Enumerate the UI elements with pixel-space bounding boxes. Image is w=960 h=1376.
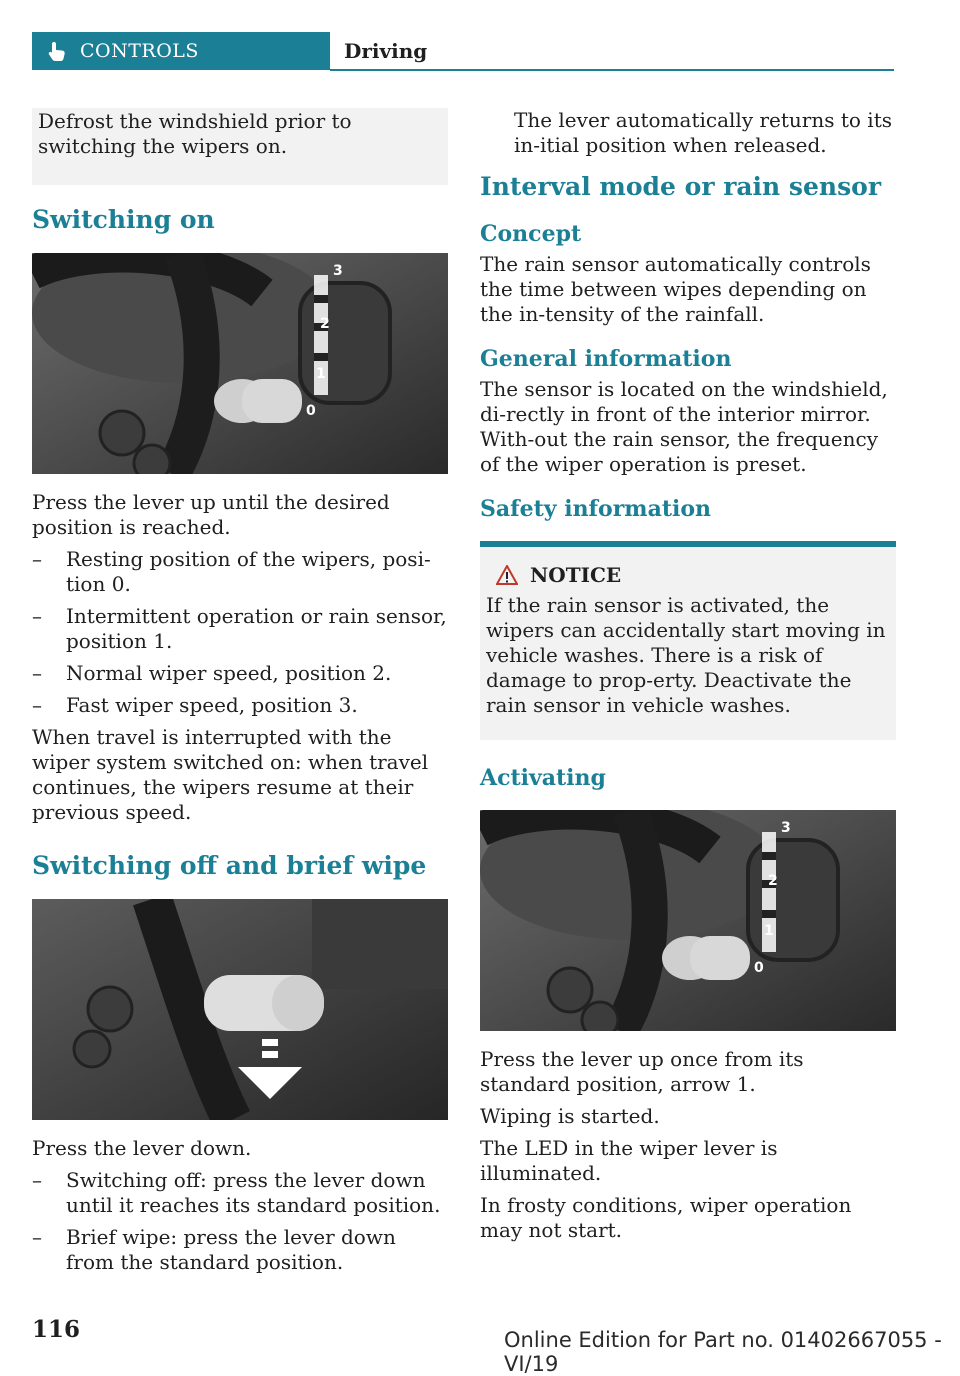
page-number: 116 xyxy=(32,1316,81,1343)
header-rule xyxy=(330,69,894,71)
position-2-label: 2 xyxy=(320,316,330,332)
position-3-label: 3 xyxy=(333,263,343,279)
heading-general-information: General information xyxy=(480,346,732,372)
list-item: – Fast wiper speed, position 3. xyxy=(32,693,358,717)
heading-interval-mode: Interval mode or rain sensor xyxy=(480,172,882,201)
left-column xyxy=(32,108,448,1282)
switching-off-intro: Press the lever down. xyxy=(32,1136,252,1160)
heading-switching-off: Switching off and brief wipe xyxy=(32,851,427,880)
defrost-note-text: Defrost the windshield prior to switching the wipers on. xyxy=(38,109,352,158)
pointing-hand-icon xyxy=(46,40,68,62)
concept-text: The rain sensor automatically controls the time between wipes depending on the in-tensity of the rainfall. xyxy=(480,252,871,326)
continued-list xyxy=(480,108,896,158)
position-0-label: 0 xyxy=(754,960,764,976)
chapter-title-text: Driving xyxy=(344,39,428,63)
section-title: CONTROLS xyxy=(80,40,199,62)
warning-triangle-icon xyxy=(496,565,518,585)
activating-text-4: In frosty conditions, wiper operation may not start. xyxy=(480,1193,852,1242)
wiper-lever-activate-photo xyxy=(480,810,896,1031)
position-0-label: 0 xyxy=(306,403,316,419)
right-column xyxy=(480,108,896,1250)
list-item: – Normal wiper speed, position 2. xyxy=(32,661,392,685)
activating-text-2: Wiping is started. xyxy=(480,1104,660,1128)
switching-on-list xyxy=(32,547,448,718)
list-item: – Intermittent operation or rain sensor, position 1. xyxy=(32,604,447,653)
notice-title xyxy=(486,563,888,587)
list-item: – Brief wipe: press the lever down from the standard position. xyxy=(32,1225,396,1274)
position-1-label: 1 xyxy=(316,366,326,382)
notice-text: If the rain sensor is activated, the wipers can accidentally start moving in vehicle washes. There is a risk of damage to prop-erty. Deactivate the rain sensor in vehicle washes. xyxy=(486,593,886,717)
list-item: – Resting position of the wipers, posi-tion 0. xyxy=(32,547,431,596)
switching-on-intro: Press the lever up until the desired position is reached. xyxy=(32,490,390,539)
wiper-lever-up-photo xyxy=(32,253,448,474)
switching-on-after: When travel is interrupted with the wiper system switched on: when travel continues, the wipers resume at their previous speed. xyxy=(32,725,429,824)
heading-concept: Concept xyxy=(480,221,582,247)
general-information-text: The sensor is located on the windshield, di-rectly in front of the interior mirror. With-out the rain sensor, the frequency of the wiper operation is preset. xyxy=(480,377,888,476)
activating-text-3: The LED in the wiper lever is illuminated. xyxy=(480,1136,778,1185)
list-item: The lever automatically returns to its in-itial position when released. xyxy=(514,108,892,157)
notice-box xyxy=(480,541,896,740)
chapter-title xyxy=(330,32,894,70)
list-item: – Switching off: press the lever down until it reaches its standard position. xyxy=(32,1168,441,1217)
heading-switching-on: Switching on xyxy=(32,205,215,234)
footer-edition: Online Edition for Part no. 01402667055 - VI/19 xyxy=(504,1328,942,1376)
defrost-note xyxy=(32,108,448,185)
position-1-label: 1 xyxy=(764,923,774,939)
heading-activating: Activating xyxy=(480,765,606,791)
activating-text-1: Press the lever up once from its standard position, arrow 1. xyxy=(480,1047,804,1096)
notice-title-text: NOTICE xyxy=(530,563,622,587)
wiper-lever-down-photo xyxy=(32,899,448,1120)
position-3-label: 3 xyxy=(781,820,791,836)
switching-off-list xyxy=(32,1168,448,1275)
position-2-label: 2 xyxy=(768,873,778,889)
section-tab xyxy=(32,32,330,70)
heading-safety-information: Safety information xyxy=(480,496,712,522)
